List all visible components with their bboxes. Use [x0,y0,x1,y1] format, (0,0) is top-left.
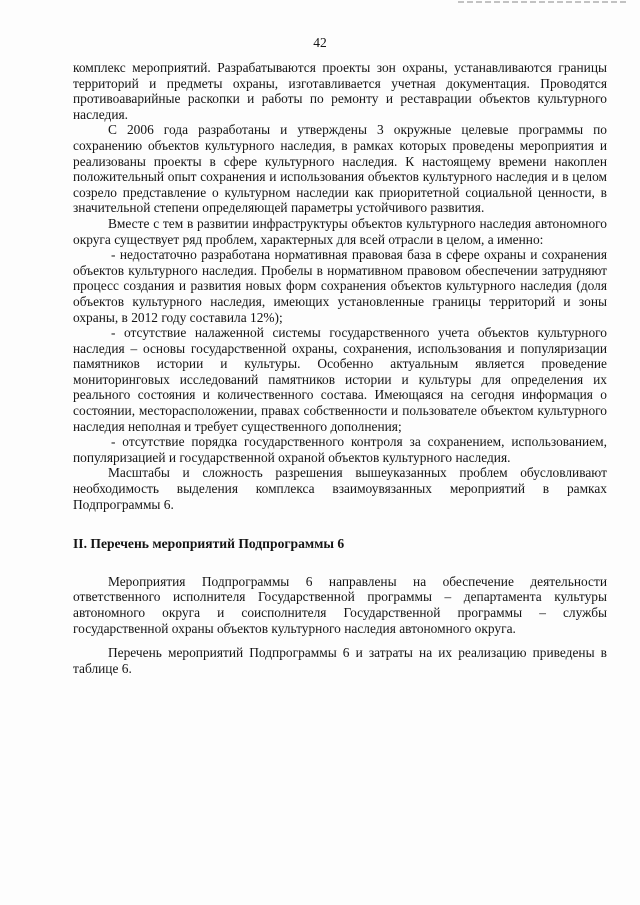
document-body [73,60,607,676]
paragraph-target-programs: С 2006 года разработаны и утверждены 3 окружные целевые программы по сохранению объектов культурного наследия, в рамках которых проведены мероприятия и реализованы проекты в сфере культурного наследия. К настоящему времени накоплен положительный опыт сохранения и использования объектов культурного наследия и в целом созрело представление о культурном наследии как приоритетной социальной ценности, в значительной степени определяющей параметры устойчивого развития. [73,122,607,216]
paragraph-problems-intro: Вместе с тем в развитии инфраструктуры объектов культурного наследия автономного округа существует ряд проблем, характерных для всей отрасли в целом, а именно: [73,215,607,247]
scan-artifact [458,1,628,3]
list-item-state-control: - отсутствие порядка государственного контроля за сохранением, использованием, популяризацией и государственной охраной объектов культурного наследия. [73,434,607,465]
list-item-legal-base: - недостаточно разработана нормативная правовая база в сфере охраны и сохранения объектов культурного наследия. Пробелы в нормативном правовом обеспечении затрудняют процесс создания и развития новых форм сохранения объектов культурного наследия (доля объектов культурного наследия, имеющих установленные границы территорий и зоны охраны, в 2012 году составила 12%); [73,247,607,325]
page-number: 42 [313,35,327,50]
section-title: II. Перечень мероприятий Подпрограммы 6 [73,536,345,552]
paragraph-heritage-activities: комплекс мероприятий. Разрабатываются проекты зон охраны, устанавливаются границы территорий и предметы охраны, изготавливается учетная документация. Проводятся противоаварийные раскопки и работы по ремонту и реставрации объектов культурного наследия. [73,60,607,122]
list-item-state-accounting: - отсутствие налаженной системы государственного учета объектов культурного наследия – основы государственной охраны, сохранения, использования и популяризации памятников истории и культуры. Особенно актуальным является проведение мониторинговых исследований памятников истории и культуры для определения их реального состояния и количественного состава. Имеющаяся на сегодня информация о состоянии, месторасположении, правах собственности и пользователе объектом культурного наследия неполная и требует существенного дополнения; [73,325,607,434]
paragraph-table-reference: Перечень мероприятий Подпрограммы 6 и затраты на их реализацию приведены в таблице 6. [73,645,607,676]
paragraph-measures-purpose: Мероприятия Подпрограммы 6 направлены на обеспечение деятельности ответственного исполнителя Государственной программы – департамента культуры автономного округа и соисполнителя Государственной программы – службы государственной охраны объектов культурного наследия автономного округа. [73,573,607,636]
paragraph-scale-of-problems: Масштабы и сложность разрешения вышеуказанных проблем обусловливают необходимость выделения комплекса взаимоувязанных мероприятий в рамках Подпрограммы 6. [73,465,607,512]
